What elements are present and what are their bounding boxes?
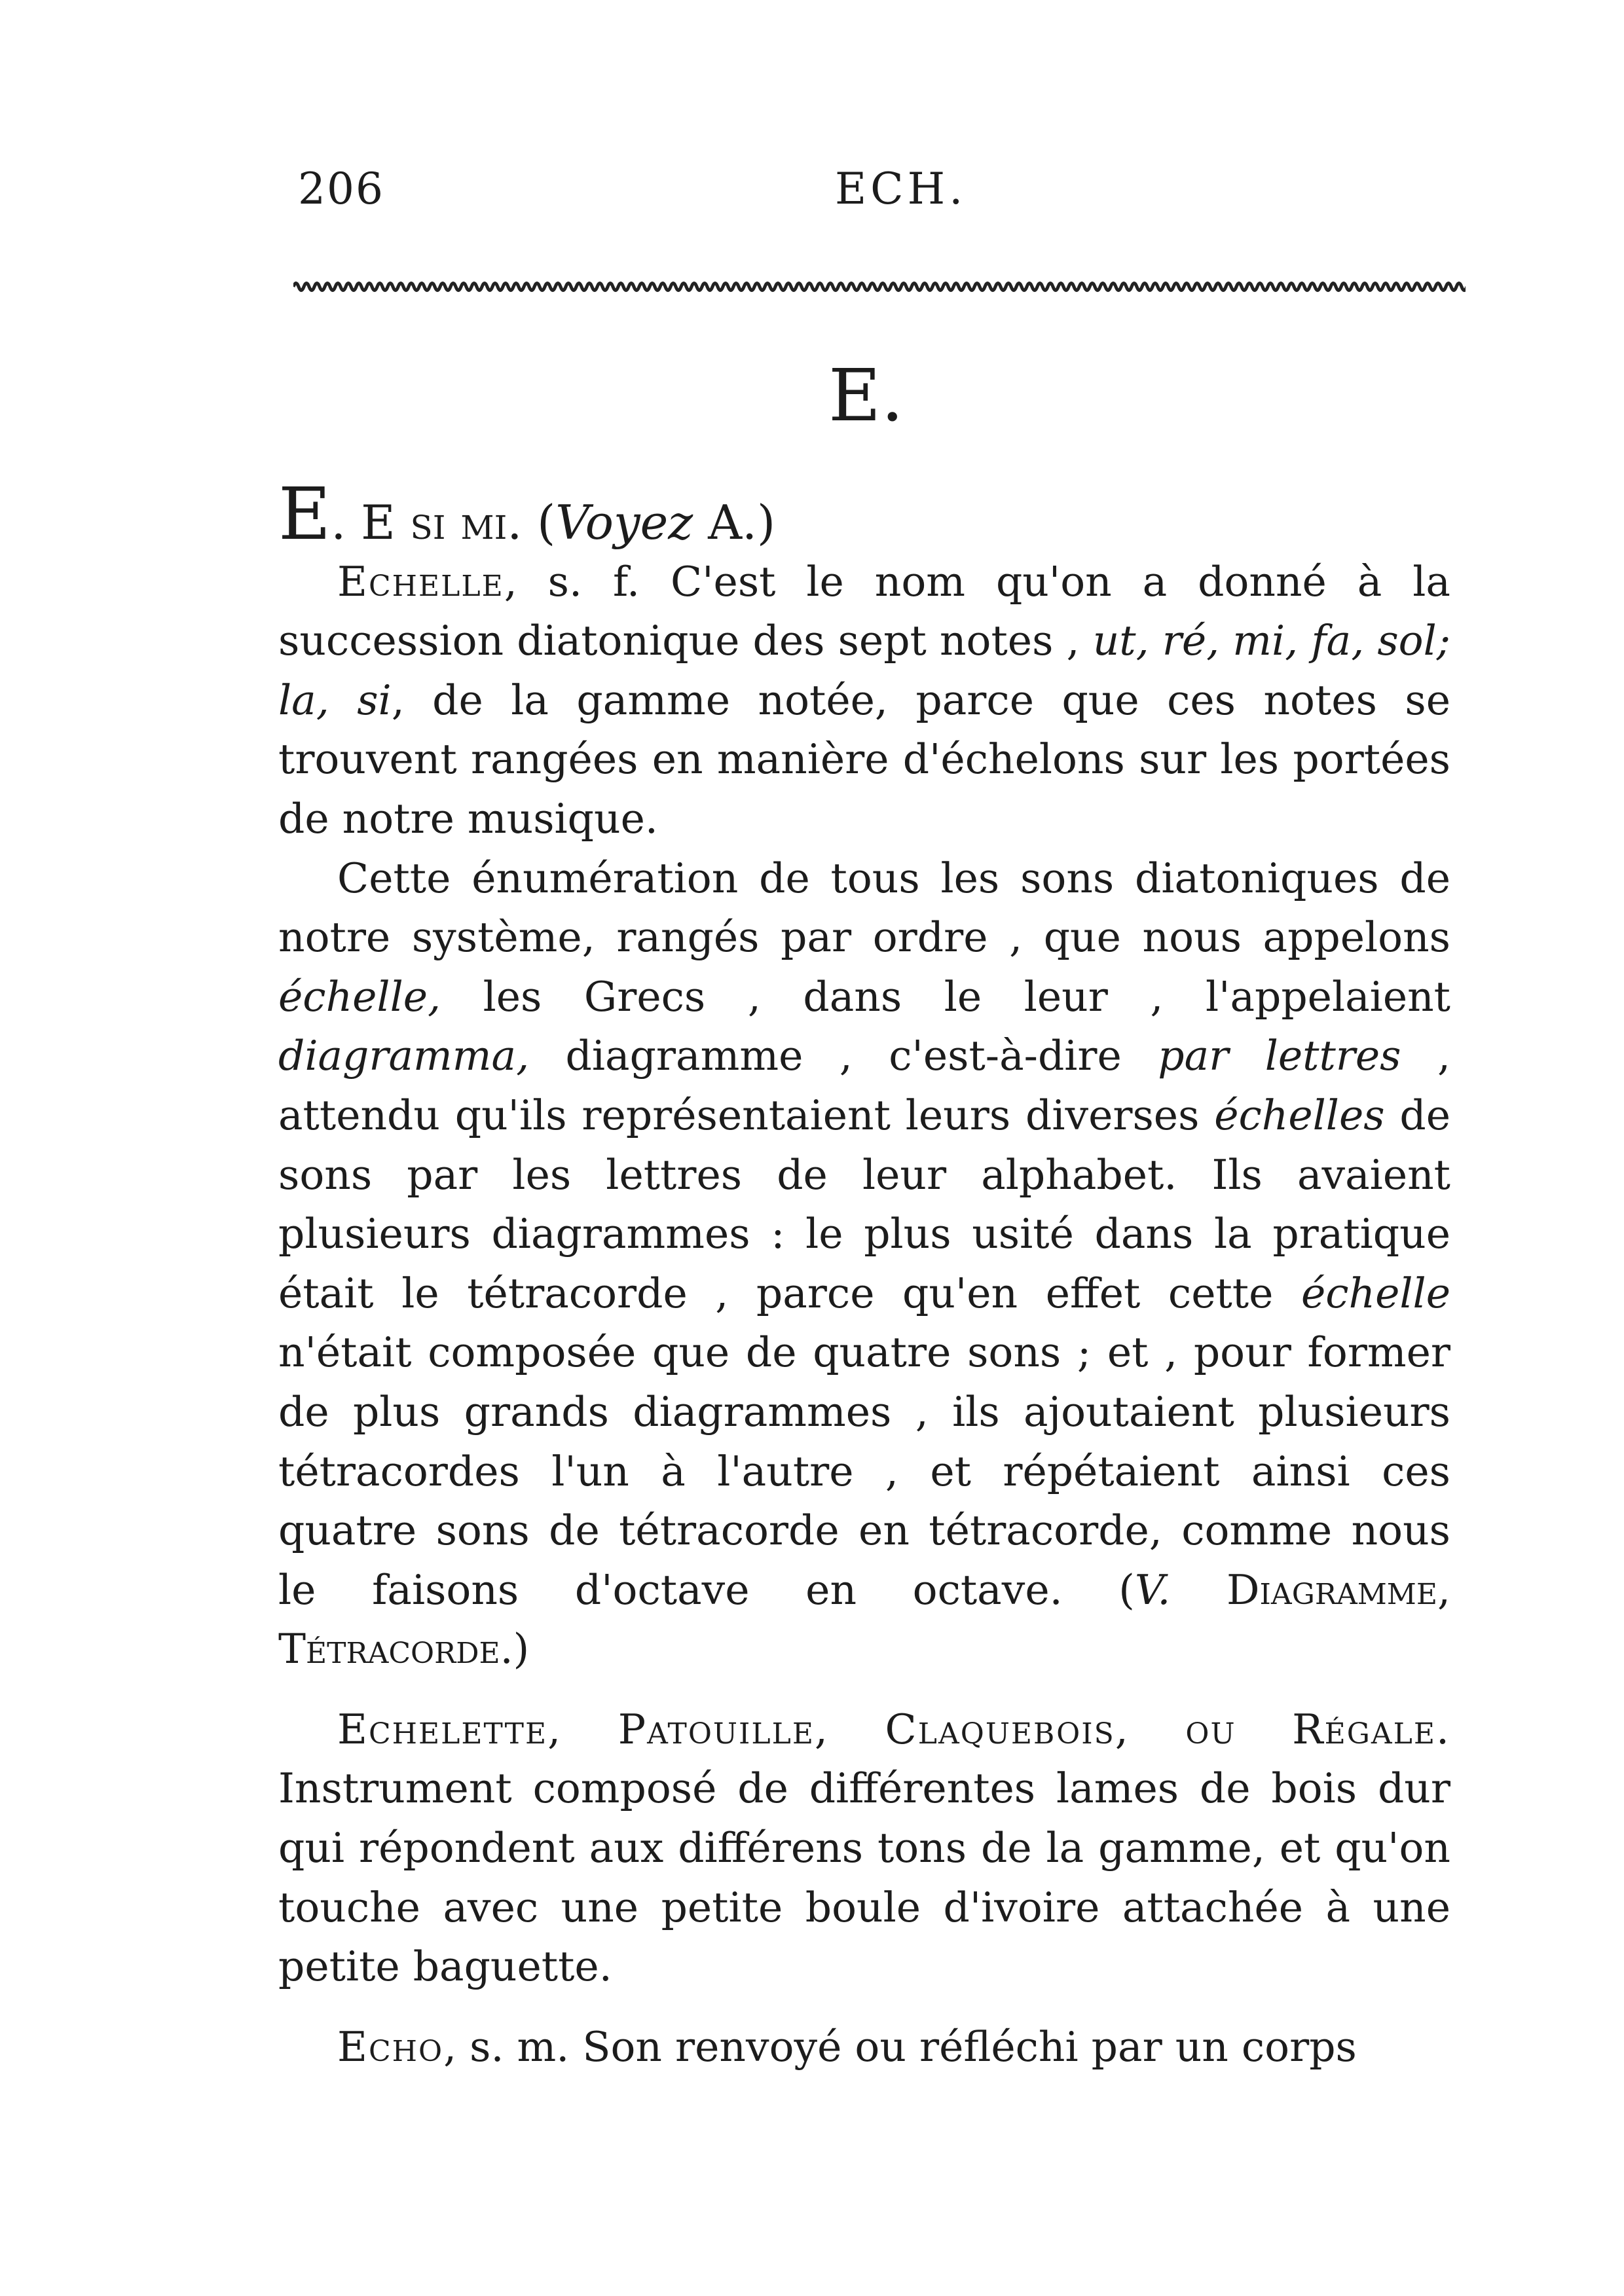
entry-echelle-text-1: , s. f. C'est le nom qu'on a donné à la succession diatonique des sept notes ,: [278, 557, 1450, 665]
entry-echelle-paragraph-2: [278, 849, 1450, 1679]
p2-italic-5: échelle: [1301, 1269, 1450, 1317]
p2-text-1: Cette énumération de tous les sons diatoniques de notre système, rangés par ordre , que nous appelons: [278, 854, 1450, 962]
section-letter: E.: [828, 354, 904, 437]
p2-italic-3: par lettres: [1158, 1032, 1401, 1080]
p2-italic-2: diagramma,: [278, 1032, 530, 1080]
entry-echelle: [278, 553, 1450, 849]
entry-e-text: . E si mi. (: [331, 495, 556, 550]
p2-text-2: les Grecs , dans le leur , l'appelaient: [441, 972, 1450, 1021]
entry-echelle-text-2: , de la gamme notée, parce que ces notes se trouvent rangées en manière d'échelons sur les portées de notre musique.: [278, 676, 1450, 843]
entry-e: [278, 472, 1450, 556]
entry-echo: [278, 2018, 1450, 2077]
running-head: ECH.: [835, 164, 967, 214]
ornamental-rule: [293, 278, 1466, 295]
p2-see-abbrev: V.: [1134, 1565, 1171, 1614]
entry-echelette: [278, 1700, 1450, 1997]
p2-text-5: de sons par les lettres de leur alphabet. Ils avaient plusieurs diagrammes : le plus usité dans la pratique était le tétracorde , parce qu'en effet cette: [278, 1091, 1450, 1317]
entry-echelle-notes: ut, ré, mi, fa, sol; la, si: [278, 617, 1450, 724]
dictionary-text: [278, 472, 1451, 2077]
entry-echo-head: Echo: [337, 2022, 444, 2071]
entry-echelle-head: Echelle: [337, 557, 504, 606]
entry-echo-text: , s. m. Son renvoyé ou réfléchi par un corps: [443, 2022, 1357, 2071]
entry-echelette-head: Echelette, Patouille, Claquebois, ou Régale.: [337, 1705, 1450, 1753]
page-number: 206: [298, 164, 384, 214]
p2-text-6: n'était composée que de quatre sons ; et , pour former de plus grands diagrammes , ils ajoutaient plusieurs tétracordes l'un à l'autre , et répétaient ainsi ces quatre sons de tétracorde en tétracorde, comme nous le faisons d'octave en octave. (: [278, 1328, 1450, 1614]
p2-italic-4: échelles: [1214, 1091, 1385, 1139]
p2-text-4: , attendu qu'ils représentaient leurs diverses: [278, 1032, 1450, 1139]
entry-echelette-text: Instrument composé de différentes lames de bois dur qui répondent aux différens tons de la gamme, et qu'on touche avec une petite boule d'ivoire attachée à une petite baguette.: [278, 1764, 1450, 1991]
p2-text-3: diagramme , c'est-à-dire: [529, 1032, 1158, 1080]
p2-italic-1: échelle,: [278, 972, 441, 1021]
p2-cross-refs: Diagramme, Tétracorde.): [278, 1565, 1451, 1673]
entry-e-letter: E: [278, 472, 331, 556]
entry-e-ref: A.): [693, 495, 776, 550]
entry-e-see: Voyez: [555, 495, 693, 550]
